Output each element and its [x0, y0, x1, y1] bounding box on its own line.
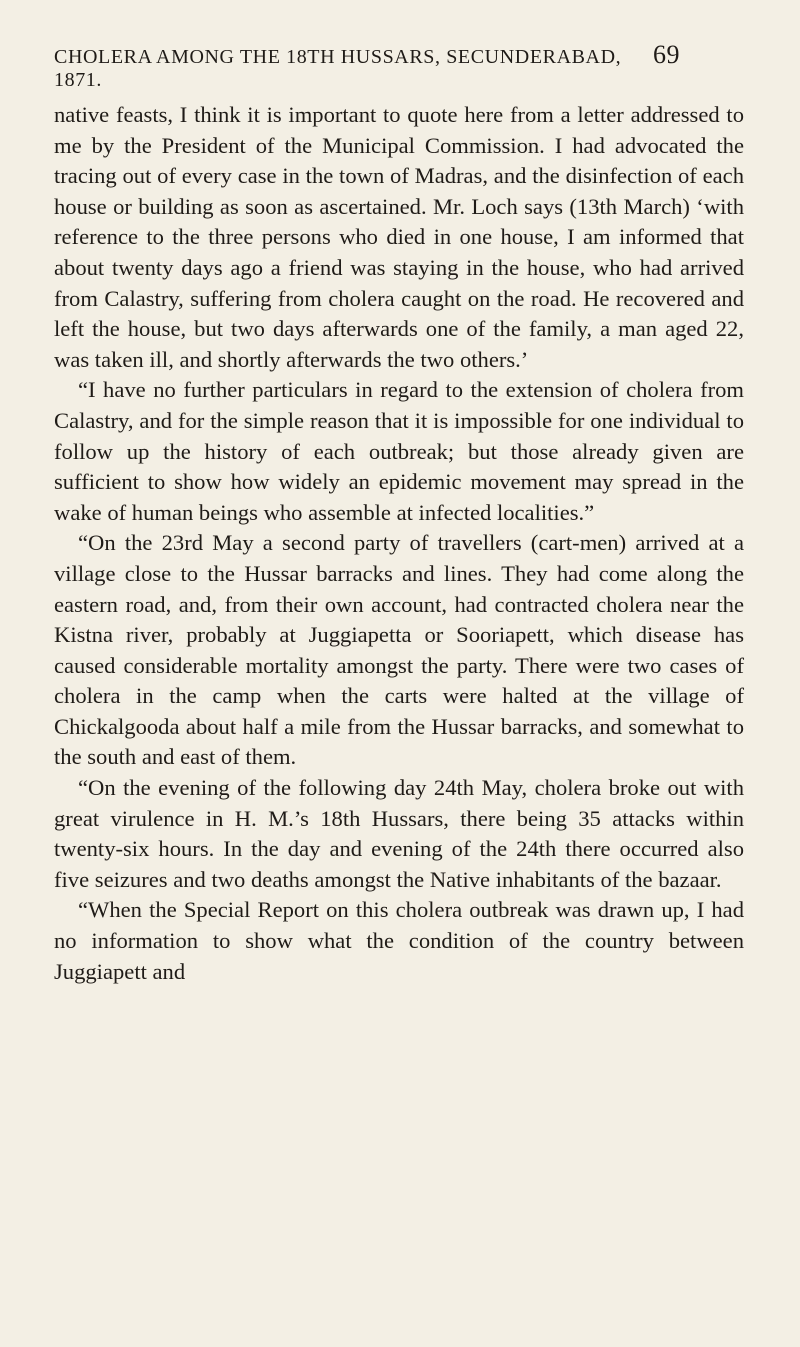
paragraph: “On the 23rd May a second party of travellers (cart-men) arrived at a village close to the Hussar barracks and lines. They had come along the eastern road, and, from their own account, had contracted cholera near the Kistna river, probably at Juggiapetta or Sooriapett, which disease has caused considerable mortality amongst the party. There were two cases of cholera in the camp when the carts were halted at the village of Chickalgooda about half a mile from the Hussar barracks, and somewhat to the south and east of them. [54, 530, 744, 770]
paragraph: “I have no further particulars in regard to the extension of cholera from Calastry, and for the simple reason that it is impossible for one individual to follow up the history of each outbreak; but those already given are sufficient to show how widely an epidemic movement may spread in the wake of human beings who assemble at infected localities.” [54, 377, 744, 525]
running-header [54, 40, 744, 92]
paragraph: “When the Special Report on this cholera outbreak was drawn up, I had no information to show what the condition of the country between Juggiapett and [54, 897, 744, 984]
page-number: 69 [653, 40, 680, 69]
body-text [54, 100, 744, 987]
running-title: CHOLERA AMONG THE 18TH HUSSARS, SECUNDERABAD, 1871. [54, 46, 622, 91]
paragraph: native feasts, I think it is important to quote here from a letter addressed to me by the President of the Municipal Commission. I had advocated the tracing out of every case in the town of Madras, and the disinfection of each house or building as soon as ascertained. Mr. Loch says (13th March) ‘with reference to the three persons who died in one house, I am informed that about twenty days ago a friend was staying in the house, who had arrived from Calastry, suffering from cholera caught on the road. He recovered and left the house, but two days afterwards one of the family, a man aged 22, was taken ill, and shortly afterwards the two others.’ [54, 102, 744, 372]
paragraph: “On the evening of the following day 24th May, cholera broke out with great virulence in H. M.’s 18th Hussars, there being 35 attacks within twenty-six hours. In the day and evening of the 24th there occurred also five seizures and two deaths amongst the Native inhabitants of the bazaar. [54, 775, 744, 892]
